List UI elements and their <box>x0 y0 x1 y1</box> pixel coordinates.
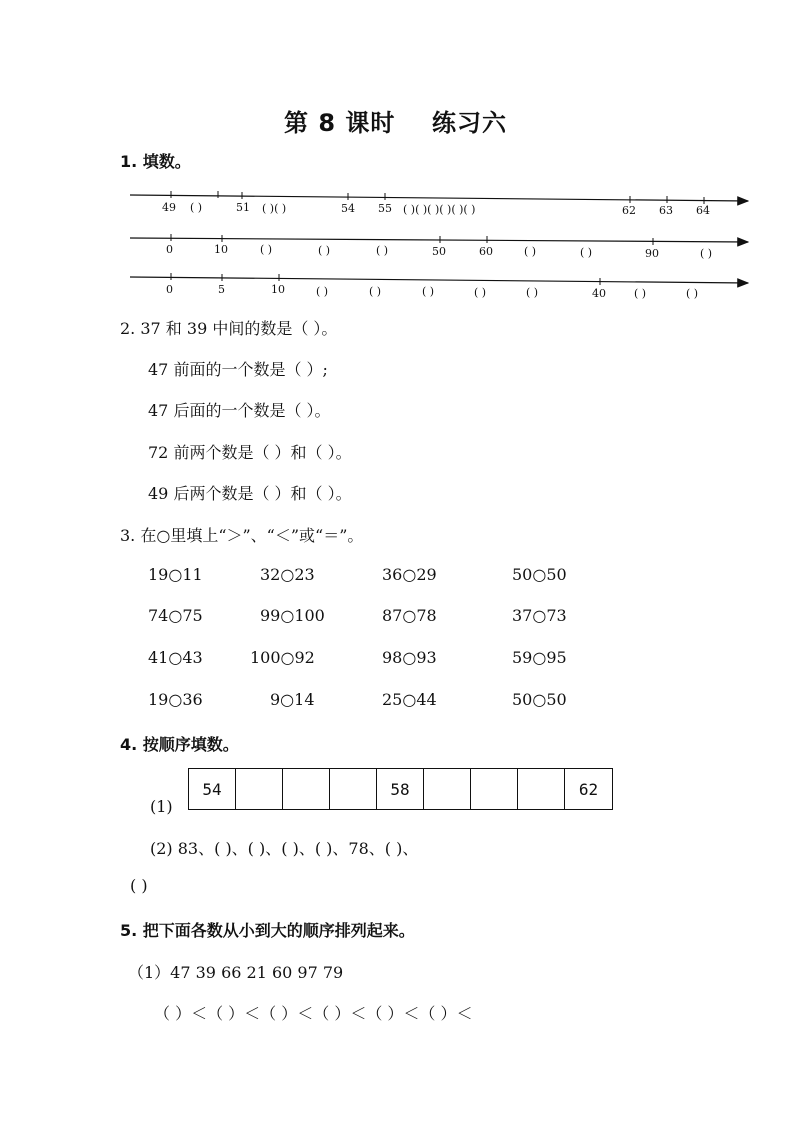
compare-item[interactable]: 19○36 <box>148 690 203 709</box>
nl2-label: 10 <box>214 243 228 256</box>
sequence-cell[interactable] <box>236 769 283 809</box>
q4-part1-label: (1) <box>150 797 173 816</box>
sequence-cell: 58 <box>377 769 424 809</box>
sequence-cell: 54 <box>189 769 236 809</box>
sequence-cell[interactable] <box>471 769 518 809</box>
q5-answer-line: （ ）＜（ ）＜（ ）＜（ ）＜（ ）＜（ ）＜ <box>154 1004 473 1023</box>
compare-item[interactable]: 9○14 <box>270 690 315 709</box>
q2-item: 72 前两个数是（ ）和（ ）。 <box>148 443 352 462</box>
topic-title: 练习六 <box>432 109 507 137</box>
nl1-label: 55 <box>378 202 392 215</box>
compare-item[interactable]: 32○23 <box>260 565 315 584</box>
q4-part2-continuation: ( ) <box>130 876 148 895</box>
nl2-label: 60 <box>479 245 493 258</box>
q1-heading: 1. 填数。 <box>120 152 191 171</box>
compare-item[interactable]: 59○95 <box>512 648 567 667</box>
q2-item: 47 后面的一个数是（ ）。 <box>148 401 331 420</box>
nl1-label: 64 <box>696 204 710 217</box>
compare-item[interactable]: 50○50 <box>512 690 567 709</box>
sequence-cell: 62 <box>578 779 599 799</box>
sequence-cell[interactable] <box>283 769 330 809</box>
nl2-blank[interactable]: ( ) <box>580 246 593 259</box>
nl1-label: 51 <box>236 201 250 214</box>
q2-item: 47 前面的一个数是（ ）; <box>148 360 328 379</box>
q4-part2-line: (2) 83、( )、( )、( )、( )、78、( )、 <box>150 839 419 858</box>
nl3-blank[interactable]: ( ) <box>422 285 435 298</box>
compare-item[interactable]: 74○75 <box>148 606 203 625</box>
nl3-blank[interactable]: ( ) <box>526 286 539 299</box>
compare-item[interactable]: 87○78 <box>382 606 437 625</box>
nl2-label: 50 <box>432 245 446 258</box>
nl2-blank[interactable]: ( ) <box>376 244 389 257</box>
compare-item[interactable]: 25○44 <box>382 690 437 709</box>
sequence-boxes <box>188 768 613 810</box>
nl3-label: 0 <box>166 283 173 296</box>
sequence-cell[interactable] <box>518 769 565 809</box>
sequence-cell[interactable] <box>424 769 471 809</box>
compare-item[interactable]: 99○100 <box>260 606 325 625</box>
q4-heading: 4. 按顺序填数。 <box>120 735 239 754</box>
nl1-blank[interactable]: ( ) <box>190 201 203 214</box>
nl1-label: 63 <box>659 204 673 217</box>
nl3-blank[interactable]: ( ) <box>316 285 329 298</box>
nl2-blank[interactable]: ( ) <box>700 247 713 260</box>
nl1-blank[interactable]: ( )( )( )( )( )( ) <box>403 203 476 216</box>
compare-item[interactable]: 36○29 <box>382 565 437 584</box>
q2-heading: 2. 37 和 39 中间的数是（ ）。 <box>120 319 338 338</box>
nl2-label: 0 <box>166 243 173 256</box>
nl3-label: 5 <box>218 283 225 296</box>
q2-item: 49 后两个数是（ ）和（ ）。 <box>148 484 352 503</box>
nl2-blank[interactable]: ( ) <box>318 244 331 257</box>
compare-item[interactable]: 98○93 <box>382 648 437 667</box>
compare-item[interactable]: 100○92 <box>250 648 315 667</box>
nl3-label: 10 <box>271 283 285 296</box>
nl3-blank[interactable]: ( ) <box>686 287 699 300</box>
compare-item[interactable]: 50○50 <box>512 565 567 584</box>
sequence-cell[interactable] <box>330 769 377 809</box>
lesson-title: 第 8 课时 <box>284 109 396 137</box>
nl3-blank[interactable]: ( ) <box>369 285 382 298</box>
q5-heading: 5. 把下面各数从小到大的顺序排列起来。 <box>120 921 415 940</box>
q5-part1-numbers: （1）47 39 66 21 60 97 79 <box>128 963 344 982</box>
nl2-label: 90 <box>645 247 659 260</box>
nl3-label: 40 <box>592 287 606 300</box>
q3-heading: 3. 在○里填上“＞”、“＜”或“＝”。 <box>120 526 364 545</box>
nl1-label: 49 <box>162 201 176 214</box>
nl1-label: 54 <box>341 202 355 215</box>
nl3-blank[interactable]: ( ) <box>634 287 647 300</box>
nl3-blank[interactable]: ( ) <box>474 286 487 299</box>
nl2-blank[interactable]: ( ) <box>524 245 537 258</box>
compare-item[interactable]: 37○73 <box>512 606 567 625</box>
nl1-label: 62 <box>622 204 636 217</box>
nl2-blank[interactable]: ( ) <box>260 243 273 256</box>
number-lines <box>0 0 794 310</box>
compare-item[interactable]: 41○43 <box>148 648 203 667</box>
nl1-blank[interactable]: ( )( ) <box>262 202 287 215</box>
compare-item[interactable]: 19○11 <box>148 565 203 584</box>
